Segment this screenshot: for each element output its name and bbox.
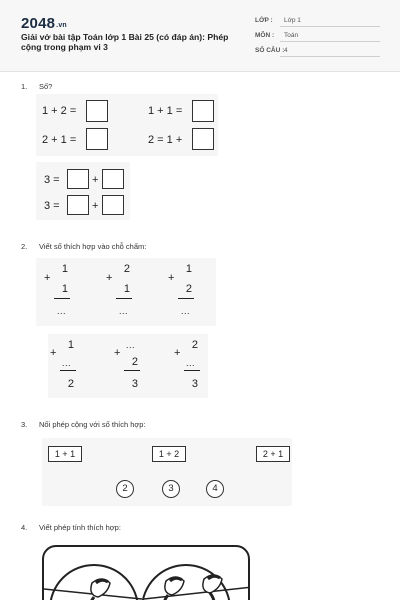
q3-panel [42, 438, 292, 506]
page-title: Giải vở bài tập Toán lớp 1 Bài 25 (có đáp án): Phép cộng trong phạm vi 3 [21, 32, 229, 52]
meta-value-class: Lớp 1 [284, 17, 301, 24]
plus-sign: + [44, 272, 51, 284]
answer-blank[interactable]: ... [57, 306, 67, 316]
sum-line [116, 298, 132, 299]
question-text: Số? [39, 82, 53, 91]
answer-blank[interactable]: ... [181, 306, 191, 316]
equation: 1 + 1 = [148, 105, 183, 117]
addend-top: 1 [185, 263, 192, 275]
logo-main: 2048 [21, 15, 56, 32]
equation: 3 = [44, 200, 60, 212]
plus-sign: + [174, 347, 181, 359]
answer-blank[interactable]: ... [119, 306, 129, 316]
question-text: Nối phép cộng với số thích hợp: [39, 420, 146, 429]
question-number: 2. [21, 242, 28, 251]
answer-box[interactable] [102, 169, 124, 189]
sum-line [54, 298, 70, 299]
meta-value-count: 4 [284, 47, 288, 54]
question-4-heading [21, 523, 121, 532]
q2-panel-row2 [48, 334, 208, 398]
meta-label-class: LỚP : [255, 17, 273, 24]
answer-box[interactable] [192, 100, 214, 122]
answer-box[interactable] [67, 169, 89, 189]
expression-box[interactable]: 2 + 1 [256, 446, 290, 462]
sum-value: 3 [191, 378, 198, 390]
bird-illustration [42, 545, 250, 600]
question-2-heading [21, 242, 146, 251]
plus-sign: + [106, 272, 113, 284]
q1-panel-top [36, 94, 218, 156]
number-circle[interactable]: 4 [206, 480, 224, 498]
logo-suffix: .vn [56, 22, 67, 29]
divider [280, 26, 380, 27]
question-text: Viết số thích hợp vào chỗ chấm: [39, 242, 147, 251]
sum-line [178, 298, 194, 299]
sum-line [184, 370, 200, 371]
answer-blank[interactable]: ... [62, 358, 72, 368]
question-number: 4. [21, 523, 28, 532]
divider [280, 41, 380, 42]
q2-panel-row1 [36, 258, 216, 326]
addend-bottom: 2 [185, 283, 192, 295]
sum-line [124, 370, 140, 371]
plus-sign: + [92, 200, 99, 212]
answer-box[interactable] [192, 128, 214, 150]
expression-box[interactable]: 1 + 1 [48, 446, 82, 462]
question-number: 3. [21, 420, 28, 429]
expression-box[interactable]: 1 + 2 [152, 446, 186, 462]
addend-bottom: 1 [123, 283, 130, 295]
answer-blank[interactable]: ... [126, 340, 136, 350]
sum-value: 2 [67, 378, 74, 390]
page-header [0, 0, 400, 72]
equation: 3 = [44, 174, 60, 186]
equation: 1 + 2 = [42, 105, 77, 117]
addend-top: 1 [67, 339, 74, 351]
number-circle[interactable]: 3 [162, 480, 180, 498]
addend-bottom: 1 [61, 283, 68, 295]
plus-sign: + [114, 347, 121, 359]
meta-label-count: SỐ CÂU : [255, 47, 285, 54]
addend-bottom: 2 [131, 356, 138, 368]
question-number: 1. [21, 82, 28, 91]
divider [280, 56, 380, 57]
q1-panel-bottom [36, 162, 130, 220]
question-3-heading [21, 420, 146, 429]
birds-drawing [44, 547, 250, 600]
addend-top: 2 [123, 263, 130, 275]
answer-blank[interactable]: ... [186, 358, 196, 368]
answer-box[interactable] [67, 195, 89, 215]
equation: 2 = 1 + [148, 134, 183, 146]
plus-sign: + [168, 272, 175, 284]
addend-top: 2 [191, 339, 198, 351]
answer-box[interactable] [102, 195, 124, 215]
plus-sign: + [50, 347, 57, 359]
site-logo[interactable] [21, 15, 67, 32]
answer-box[interactable] [86, 128, 108, 150]
equation: 2 + 1 = [42, 134, 77, 146]
sum-line [60, 370, 76, 371]
meta-label-subject: MÔN : [255, 32, 275, 39]
question-1-heading [21, 82, 52, 91]
addend-top: 1 [61, 263, 68, 275]
meta-value-subject: Toán [284, 32, 299, 39]
number-circle[interactable]: 2 [116, 480, 134, 498]
plus-sign: + [92, 174, 99, 186]
question-text: Viết phép tính thích hợp: [39, 523, 121, 532]
answer-box[interactable] [86, 100, 108, 122]
sum-value: 3 [131, 378, 138, 390]
